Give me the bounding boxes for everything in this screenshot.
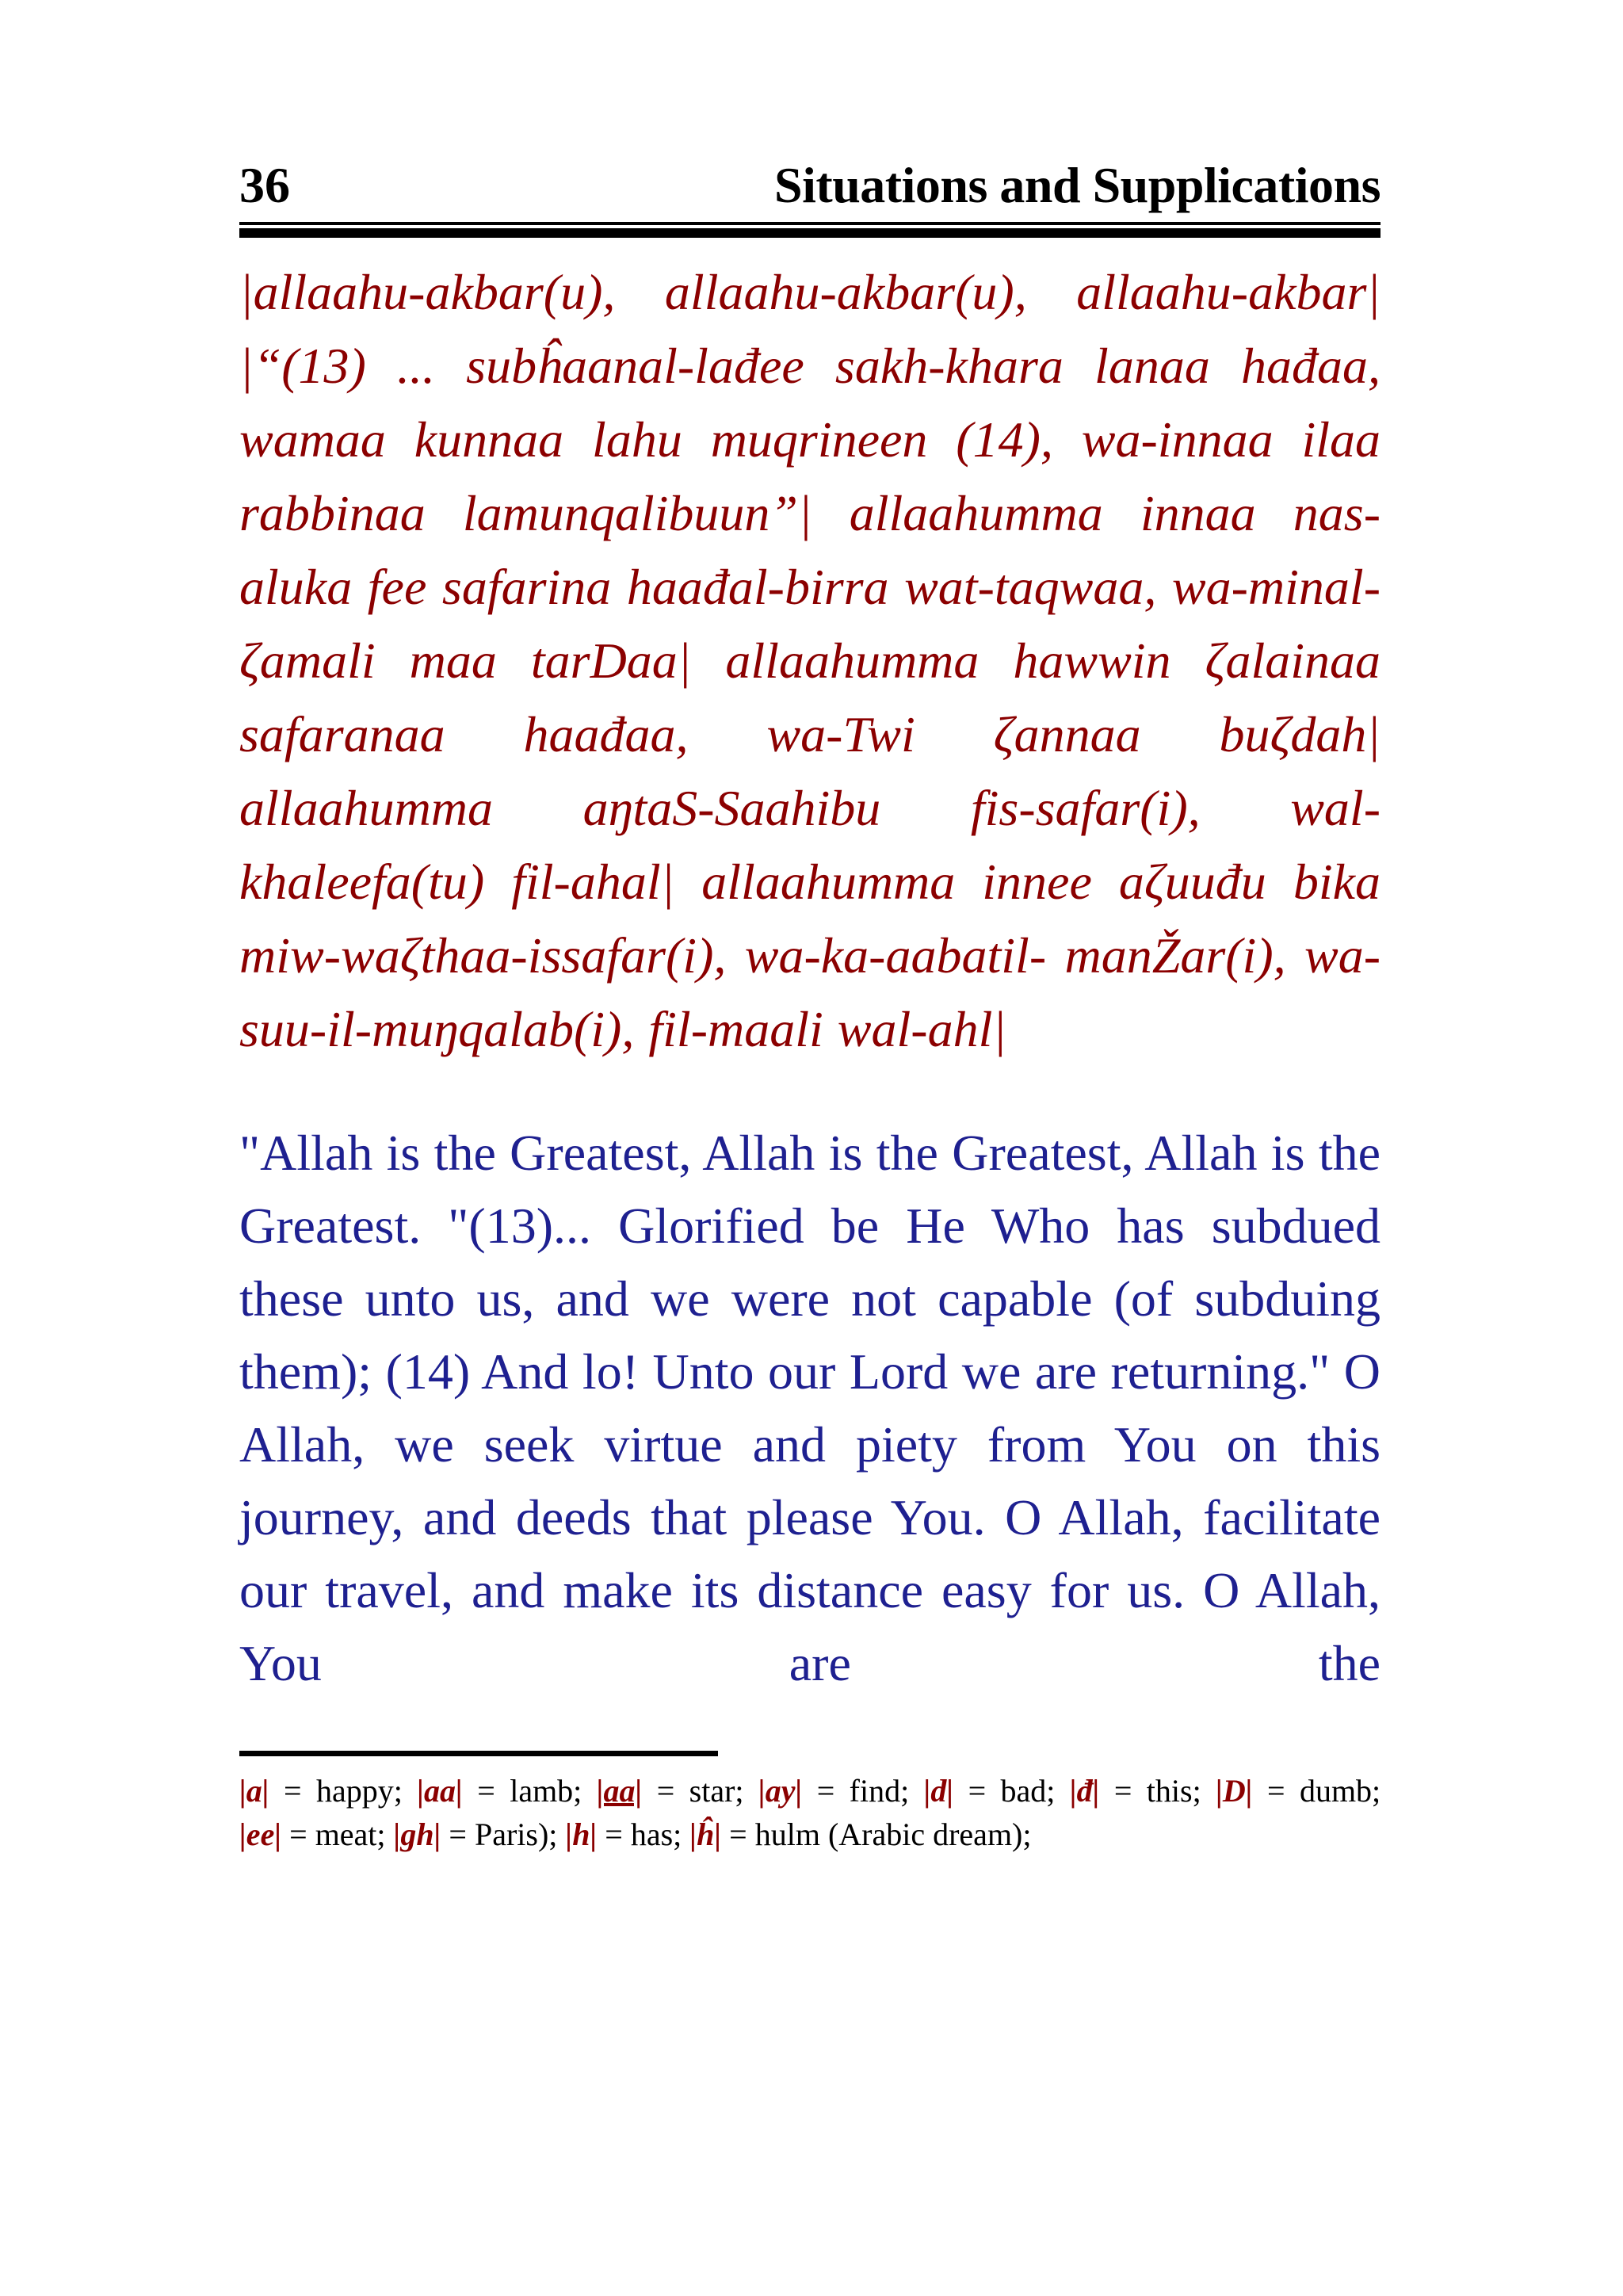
footnote-entry: |d| = bad;: [923, 1773, 1056, 1809]
header-rule-thick: [239, 228, 1381, 238]
footnote-entry: |D| = dumb;: [1216, 1773, 1381, 1809]
page-header: [239, 143, 1381, 211]
header-rule-thin: [239, 222, 1381, 225]
page-number: 36: [239, 157, 290, 213]
book-page: [239, 143, 1381, 1856]
footnote-entry: |a| = happy;: [239, 1773, 403, 1809]
footnote-entry: |đ| = this;: [1069, 1773, 1201, 1809]
footnote-entry: |gh| = Paris);: [393, 1817, 558, 1852]
footnote-entry: |aa| = star;: [596, 1773, 744, 1809]
transliteration-paragraph: |allaahu-akbar(u), allaahu-akbar(u), allaahu-akbar| |“(13) ... subĥaanal-lađee sakh-khara lanaa hađaa, wamaa kunnaa lahu muqrineen (14), wa-innaa ilaa rabbinaa lamunqalibuun”| allaahumma innaa nas-aluka fee safarina haađal-birra wat-taqwaa, wa-minal-ζamali maa tarDaa| allaahumma hawwin ζalainaa safaranaa haađaa, wa-Twi ζannaa buζdah| allaahumma aŋtaS-Saahibu fis-safar(i), wal-khaleefa(tu) fil-ahal| allaahumma innee aζuuđu bika miw-waζthaa-issafar(i), wa-ka-aabatil- manŽar(i), wa-suu-il-muŋqalab(i), fil-maali wal-ahl|: [239, 264, 1381, 1057]
book-title: Situations and Supplications: [774, 157, 1381, 213]
footnote-entry: |ee| = meat;: [239, 1817, 386, 1852]
translation-paragraph: "Allah is the Greatest, Allah is the Greatest, Allah is the Greatest. "(13)... Glorified be He Who has subdued these unto us, and we were not capable (of subduing them); (14) And lo! Unto our Lord we are returning." O Allah, we seek virtue and piety from You on this journey, and deeds that please You. O Allah, facilitate our travel, and make its distance easy for us. O Allah, You are the: [239, 1125, 1381, 1691]
footnote-entry: |ĥ| = hulm (Arabic dream);: [689, 1817, 1032, 1852]
footnote-rule: [239, 1751, 718, 1756]
footnote-entry: |h| = has;: [565, 1817, 682, 1852]
pronunciation-footnote: [239, 1769, 1381, 1856]
footnote-entry: |aa| = lamb;: [417, 1773, 582, 1809]
footnote-entry: |ay| = find;: [758, 1773, 910, 1809]
